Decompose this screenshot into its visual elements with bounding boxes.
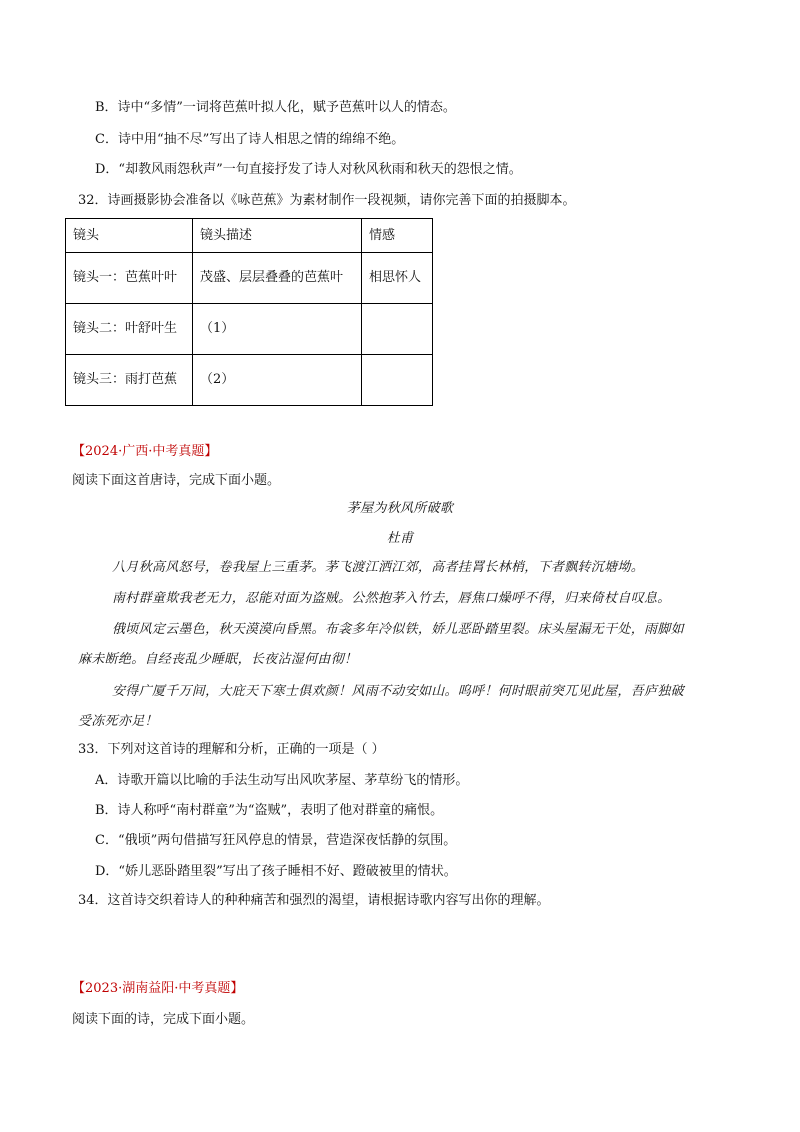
shooting-script-table [65, 218, 433, 406]
cell-shot: 镜头二：叶舒叶生 [66, 304, 193, 355]
section-2023-intro: 阅读下面的诗，完成下面小题。 [72, 1012, 255, 1027]
section-2024-intro: 阅读下面这首唐诗，完成下面小题。 [72, 473, 281, 488]
q31-option-b: B．诗中“多情”一词将芭蕉叶拟人化，赋予芭蕉叶以人的情态。 [95, 100, 456, 115]
poem-stanza-4-cont: 受冻死亦足！ [78, 714, 158, 729]
cell-desc: （1） [193, 304, 362, 355]
poem-stanza-2: 南村群童欺我老无力，忍能对面为盗贼。公然抱茅入竹去，唇焦口燥呼不得，归来倚杖自叹息。 [112, 591, 671, 606]
header-desc: 镜头描述 [193, 219, 362, 253]
cell-shot: 镜头一：芭蕉叶叶 [66, 253, 193, 304]
table-row [66, 304, 433, 355]
poem-stanza-3-cont: 麻未断绝。自经丧乱少睡眠，长夜沾湿何由彻！ [78, 652, 358, 667]
cell-emotion: 相思怀人 [362, 253, 433, 304]
q31-option-c: C．诗中用“抽不尽”写出了诗人相思之情的绵绵不绝。 [95, 132, 405, 147]
cell-emotion [362, 355, 433, 406]
q31-option-d: D．“却教风雨怨秋声”一句直接抒发了诗人对秋风秋雨和秋天的怨恨之情。 [95, 162, 522, 177]
q32-stem: 32．诗画摄影协会准备以《咏芭蕉》为素材制作一段视频，请你完善下面的拍摄脚本。 [78, 193, 576, 208]
cell-shot: 镜头三：雨打芭蕉 [66, 355, 193, 406]
q33-option-c: C．“俄顷”两句借描写狂风停息的情景，营造深夜恬静的氛围。 [95, 833, 457, 848]
cell-desc: （2） [193, 355, 362, 406]
q33-option-b: B．诗人称呼“南村群童”为“盗贼”，表明了他对群童的痛恨。 [95, 803, 444, 818]
q33-stem: 33．下列对这首诗的理解和分析，正确的一项是（ ） [78, 742, 385, 757]
poem-stanza-3: 俄顷风定云墨色，秋天漠漠向昏黑。布衾多年冷似铁，娇儿恶卧踏里裂。床头屋漏无干处，雨脚如 [112, 622, 684, 637]
q34-stem: 34．这首诗交织着诗人的种种痛苦和强烈的渴望，请根据诗歌内容写出你的理解。 [78, 893, 550, 908]
header-shot: 镜头 [66, 219, 193, 253]
section-2024-tag: 【2024·广西·中考真题】 [72, 444, 218, 459]
poem-stanza-1: 八月秋高风怒号，卷我屋上三重茅。茅飞渡江洒江郊，高者挂罥长林梢，下者飘转沉塘坳。 [112, 560, 645, 575]
header-emotion: 情感 [362, 219, 433, 253]
cell-desc: 茂盛、层层叠叠的芭蕉叶 [193, 253, 362, 304]
table-header-row [66, 219, 433, 253]
poem-stanza-4: 安得广厦千万间，大庇天下寒士俱欢颜！风雨不动安如山。呜呼！何时眼前突兀见此屋，吾庐独破 [112, 684, 684, 699]
poem-author: 杜甫 [386, 531, 414, 546]
section-2023-tag: 【2023·湖南益阳·中考真题】 [72, 981, 244, 996]
table-row [66, 355, 433, 406]
table-row [66, 253, 433, 304]
q33-option-d: D．“娇儿恶卧踏里裂”写出了孩子睡相不好、蹬破被里的情状。 [95, 864, 457, 879]
q33-option-a: A．诗歌开篇以比喻的手法生动写出风吹茅屋、茅草纷飞的情形。 [95, 773, 469, 788]
cell-emotion [362, 304, 433, 355]
poem-title: 茅屋为秋风所破歌 [346, 501, 454, 516]
